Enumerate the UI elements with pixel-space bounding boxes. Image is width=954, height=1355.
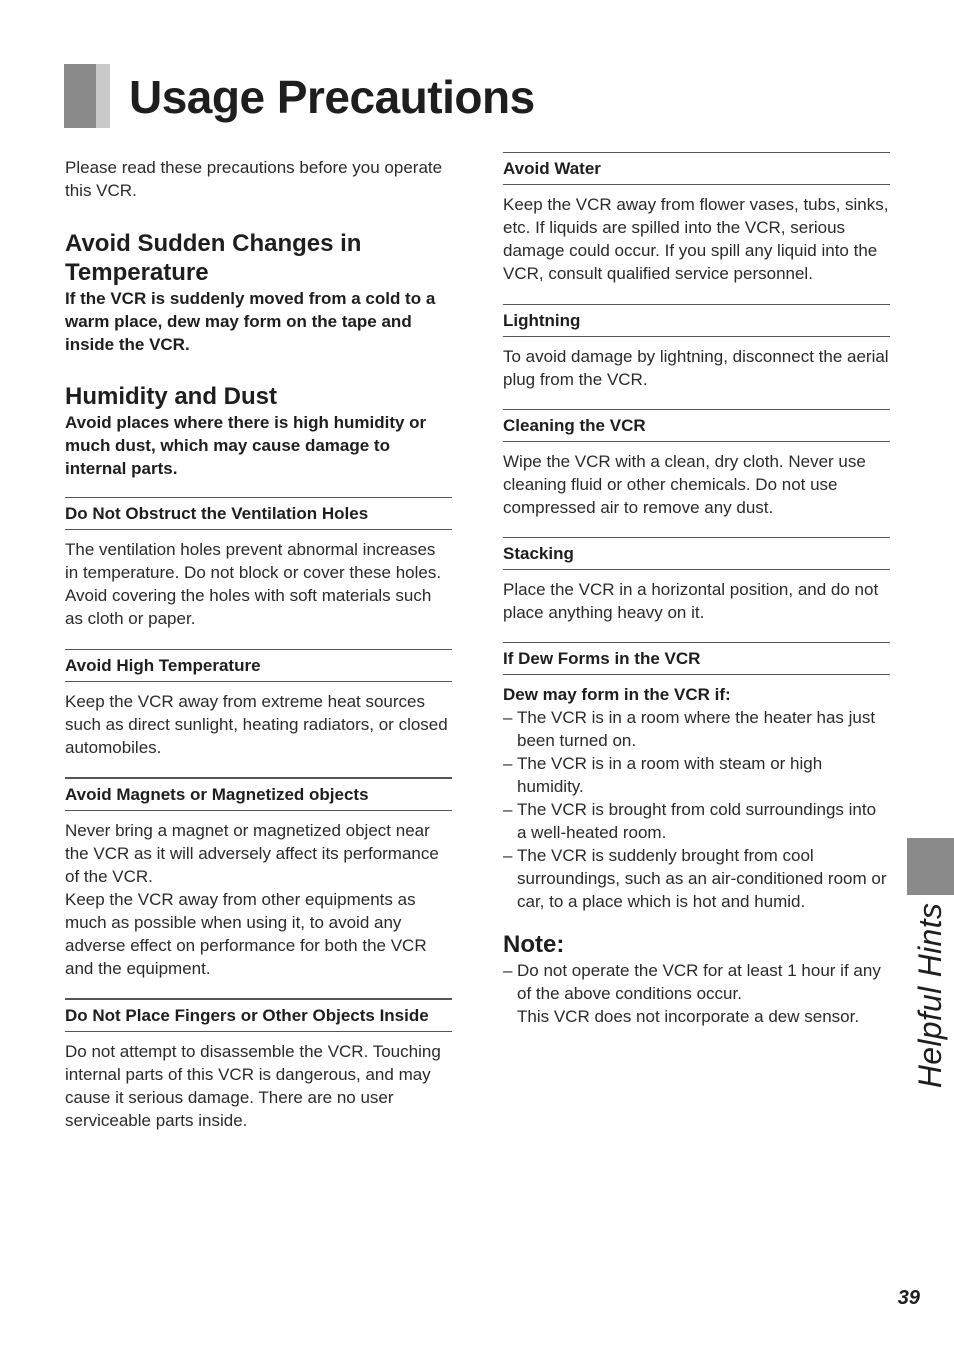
list-item: – The VCR is brought from cold surroundings into a well-heated room. <box>503 798 890 844</box>
humidity-heading: Humidity and Dust <box>65 383 278 410</box>
page-title: Usage Precautions <box>129 71 535 123</box>
list-item: – The VCR is in a room where the heater has just been turned on. <box>503 706 890 752</box>
list-item: – The VCR is in a room with steam or high humidity. <box>503 752 890 798</box>
note-extra-text: This VCR does not incorporate a dew sensor. <box>517 1007 860 1026</box>
intro-text: Please read these precautions before you operate this VCR. <box>65 158 443 200</box>
stacking-text: Place the VCR in a horizontal position, and do not place anything heavy on it. <box>503 580 879 622</box>
section-tab-label-text: Helpful Hints <box>912 902 948 1088</box>
page-number: 39 <box>897 1287 920 1309</box>
cleaning-text: Wipe the VCR with a clean, dry cloth. Never use cleaning fluid or other chemicals. Do not use compressed air to remove any dust. <box>503 452 866 517</box>
dew-conditions-list <box>503 706 890 913</box>
fingers-text: Do not attempt to disassemble the VCR. Touching internal parts of this VCR is dangerous, and may cause it serious damage. There are no user serviceable parts inside. <box>65 1042 441 1130</box>
dew-heading: If Dew Forms in the VCR <box>503 642 890 675</box>
lightning-text: To avoid damage by lightning, disconnect the aerial plug from the VCR. <box>503 347 889 389</box>
water-heading: Avoid Water <box>503 152 890 185</box>
lightning-heading: Lightning <box>503 304 890 337</box>
magnets-heading: Avoid Magnets or Magnetized objects <box>65 777 452 811</box>
humidity-text: Avoid places where there is high humidity or much dust, which may cause damage to internal parts. <box>65 413 427 478</box>
list-item <box>503 959 890 1028</box>
left-column <box>65 152 452 1132</box>
right-column <box>503 152 890 1028</box>
fingers-heading: Do Not Place Fingers or Other Objects Inside <box>65 998 452 1032</box>
temperature-text: If the VCR is suddenly moved from a cold to a warm place, dew may form on the tape and inside the VCR. <box>65 289 436 354</box>
section-tab-marker <box>907 838 954 895</box>
ventilation-text: The ventilation holes prevent abnormal increases in temperature. Do not block or cover these holes. Avoid covering the holes with soft materials such as cloth or paper. <box>65 540 442 628</box>
cleaning-heading: Cleaning the VCR <box>503 409 890 442</box>
dew-lead: Dew may form in the VCR if: <box>503 685 731 704</box>
stacking-heading: Stacking <box>503 537 890 570</box>
water-text: Keep the VCR away from flower vases, tubs, sinks, etc. If liquids are spilled into the VCR, serious damage could occur. If you spill any liquid into the VCR, consult qualified service personnel. <box>503 195 889 283</box>
high-temperature-text: Keep the VCR away from extreme heat sources such as direct sunlight, heating radiators, or closed automobiles. <box>65 692 448 757</box>
title-accent-bar-dark <box>64 64 96 128</box>
note-list <box>503 959 890 1028</box>
ventilation-heading: Do Not Obstruct the Ventilation Holes <box>65 497 452 530</box>
high-temperature-heading: Avoid High Temperature <box>65 649 452 682</box>
note-heading: Note: <box>503 931 565 958</box>
section-tab-label <box>907 902 954 1088</box>
magnets-text-1: Never bring a magnet or magnetized object near the VCR as it will adversely affect its performance of the VCR. <box>65 821 439 886</box>
magnets-text-2: Keep the VCR away from other equipments as much as possible when using it, to avoid any adverse effect on performance for both the VCR and the equipment. <box>65 890 427 978</box>
list-item: – The VCR is suddenly brought from cool surroundings, such as an air-conditioned room or car, to a place which is hot and humid. <box>503 844 890 913</box>
temperature-heading: Avoid Sudden Changes in Temperature <box>65 230 362 286</box>
note-item-text: Do not operate the VCR for at least 1 hour if any of the above conditions occur. <box>517 961 881 1003</box>
title-accent-bar-light <box>96 64 110 128</box>
